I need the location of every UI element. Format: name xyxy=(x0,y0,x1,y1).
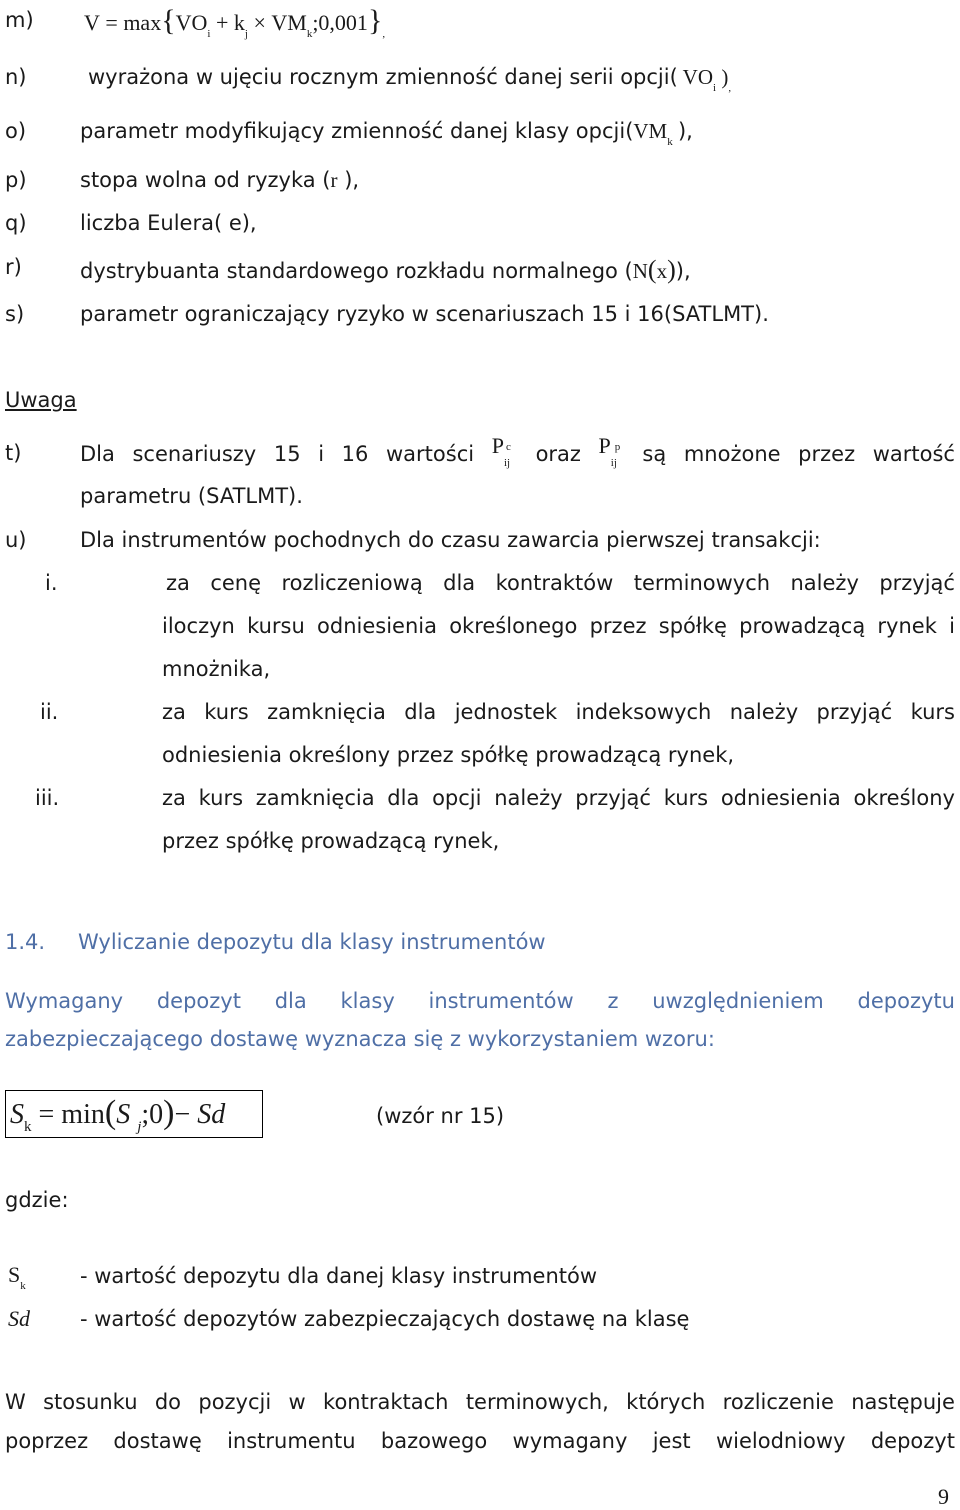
item-text-s: parametr ograniczający ryzyko w scenariuszach 15 i 16(SATLMT). xyxy=(80,302,769,326)
formula-sk: $S_k = \min(S$ $_j$;0)− Sd xyxy=(10,1094,226,1135)
word: których xyxy=(626,1390,706,1414)
item-label-o: o) xyxy=(5,119,27,143)
closing-line1 xyxy=(5,1390,955,1414)
item-text-p: stopa wolna od ryzyka (r ), xyxy=(80,168,360,192)
gdzie-symbol-sd: Sd xyxy=(8,1306,30,1331)
symbol-pp: P p ij xyxy=(598,433,621,469)
uwaga-heading: Uwaga xyxy=(5,388,77,412)
word: przyjąć xyxy=(816,700,893,724)
word: kurs xyxy=(204,700,249,724)
word: prowadzącą xyxy=(739,614,866,638)
word: kontraktów xyxy=(495,571,614,595)
item-text-o: parametr modyfikujący zmienność danej klasy $opcji(VM_k$ ), xyxy=(80,119,693,148)
word: należy xyxy=(729,700,799,724)
word: za xyxy=(166,571,190,595)
item-label-t: t) xyxy=(5,441,22,465)
word: należy xyxy=(790,571,859,595)
word: następuje xyxy=(851,1390,955,1414)
subitem-num-iii: iii. xyxy=(35,786,60,810)
subitem-i-line2 xyxy=(162,614,955,638)
word: opcji xyxy=(432,786,482,810)
formula-reference: (wzór nr 15) xyxy=(376,1104,505,1128)
word: cenę xyxy=(210,571,262,595)
formula-v-max: $V = \max\{VO_i + k_j$ × $VM_k;0,001\}_,$ xyxy=(84,4,386,40)
word: i xyxy=(949,614,955,638)
word: zamknięcia xyxy=(267,700,386,724)
word: depozyt xyxy=(870,1429,955,1453)
section-intro-line2: zabezpieczającego dostawę wyznacza się z wykorzystaniem wzoru: xyxy=(5,1027,715,1051)
word: kurs xyxy=(663,786,709,810)
word: jest xyxy=(652,1429,691,1453)
word: terminowych xyxy=(633,571,771,595)
word: wielodniowy xyxy=(715,1429,846,1453)
word: wymagany xyxy=(512,1429,628,1453)
word: dla xyxy=(274,989,307,1013)
word: odniesienia xyxy=(317,614,437,638)
item-text-t-line2: parametru (SATLMT). xyxy=(80,484,303,508)
item-label-q: q) xyxy=(5,211,27,235)
word: uwzględnieniem xyxy=(652,989,824,1013)
word: w xyxy=(288,1390,306,1414)
item-text-t: Dla scenariuszy 15 i 16 wartości P c ij oraz P p ij są mnożone przez wartość xyxy=(80,433,955,469)
subitem-num-i: i. xyxy=(45,571,58,595)
word: stosunku xyxy=(43,1390,138,1414)
word: indeksowych xyxy=(575,700,712,724)
word: spółkę xyxy=(658,614,727,638)
gdzie-label: gdzie: xyxy=(5,1188,69,1212)
word: instrumentów xyxy=(428,989,574,1013)
item-label-r: r) xyxy=(5,255,22,279)
item-label-u: u) xyxy=(5,528,27,552)
section-title: Wyliczanie depozytu dla klasy instrumentów xyxy=(78,930,546,954)
word: kontraktach xyxy=(323,1390,449,1414)
item-text-r: dystrybuanta standardowego rozkładu normalnego (N(x)), xyxy=(80,255,691,284)
word: przyjąć xyxy=(879,571,955,595)
word: określony xyxy=(853,786,955,810)
section-intro-line1 xyxy=(5,989,955,1013)
closing-line2 xyxy=(5,1429,955,1453)
word: przez xyxy=(589,614,647,638)
word: rozliczeniową xyxy=(281,571,423,595)
word: określonego xyxy=(449,614,578,638)
item-text-n: wyrażona w ujęciu rocznym zmienność danej serii opcji( $VO_i$ )$_,$ xyxy=(88,65,732,94)
word: depozyt xyxy=(156,989,241,1013)
word: pozycji xyxy=(198,1390,272,1414)
gdzie-desc-sk: - wartość depozytu dla danej klasy instrumentów xyxy=(80,1264,598,1288)
subitem-i-line3: mnożnika, xyxy=(162,657,271,681)
word: iloczyn xyxy=(162,614,235,638)
subitem-i-line1 xyxy=(166,571,955,595)
word: depozytu xyxy=(857,989,955,1013)
word: kurs xyxy=(910,700,955,724)
word: do xyxy=(154,1390,182,1414)
word: rynek xyxy=(877,614,937,638)
word: W xyxy=(5,1390,26,1414)
word: kurs xyxy=(198,786,244,810)
gdzie-symbol-sk: $S_k$ xyxy=(8,1262,26,1292)
word: poprzez xyxy=(5,1429,89,1453)
word: dla xyxy=(404,700,437,724)
word: Wymagany xyxy=(5,989,124,1013)
item-label-m: m) xyxy=(5,8,34,32)
word: terminowych, xyxy=(465,1390,609,1414)
word: rozliczenie xyxy=(722,1390,834,1414)
word: bazowego xyxy=(380,1429,488,1453)
word: z xyxy=(607,989,619,1013)
subitem-iii-line2: przez spółkę prowadzącą rynek, xyxy=(162,829,500,853)
subitem-ii-line1 xyxy=(162,700,955,724)
word: instrumentu xyxy=(227,1429,356,1453)
word: odniesienia xyxy=(720,786,841,810)
item-text-u: Dla instrumentów pochodnych do czasu zawarcia pierwszej transakcji: xyxy=(80,528,821,552)
word: jednostek xyxy=(454,700,558,724)
word: klasy xyxy=(340,989,395,1013)
item-label-s: s) xyxy=(5,302,25,326)
word: dla xyxy=(443,571,476,595)
word: przyjąć xyxy=(575,786,651,810)
section-number: 1.4. xyxy=(5,930,46,954)
word: kursu xyxy=(247,614,305,638)
symbol-pc: P c ij xyxy=(491,433,511,469)
subitem-ii-line2: odniesienia określony przez spółkę prowadzącą rynek, xyxy=(162,743,735,767)
word: dla xyxy=(387,786,420,810)
word: za xyxy=(162,786,186,810)
word: zamknięcia xyxy=(255,786,375,810)
item-text-q: liczba Eulera( e), xyxy=(80,211,257,235)
word: za xyxy=(162,700,186,724)
word: dostawę xyxy=(113,1429,202,1453)
page-number: 9 xyxy=(938,1484,949,1509)
gdzie-desc-sd: - wartość depozytów zabezpieczających dostawę na klasę xyxy=(80,1307,690,1331)
item-label-p: p) xyxy=(5,168,27,192)
word: należy xyxy=(494,786,563,810)
subitem-num-ii: ii. xyxy=(40,700,59,724)
item-label-n: n) xyxy=(5,65,27,89)
subitem-iii-line1 xyxy=(162,786,955,810)
